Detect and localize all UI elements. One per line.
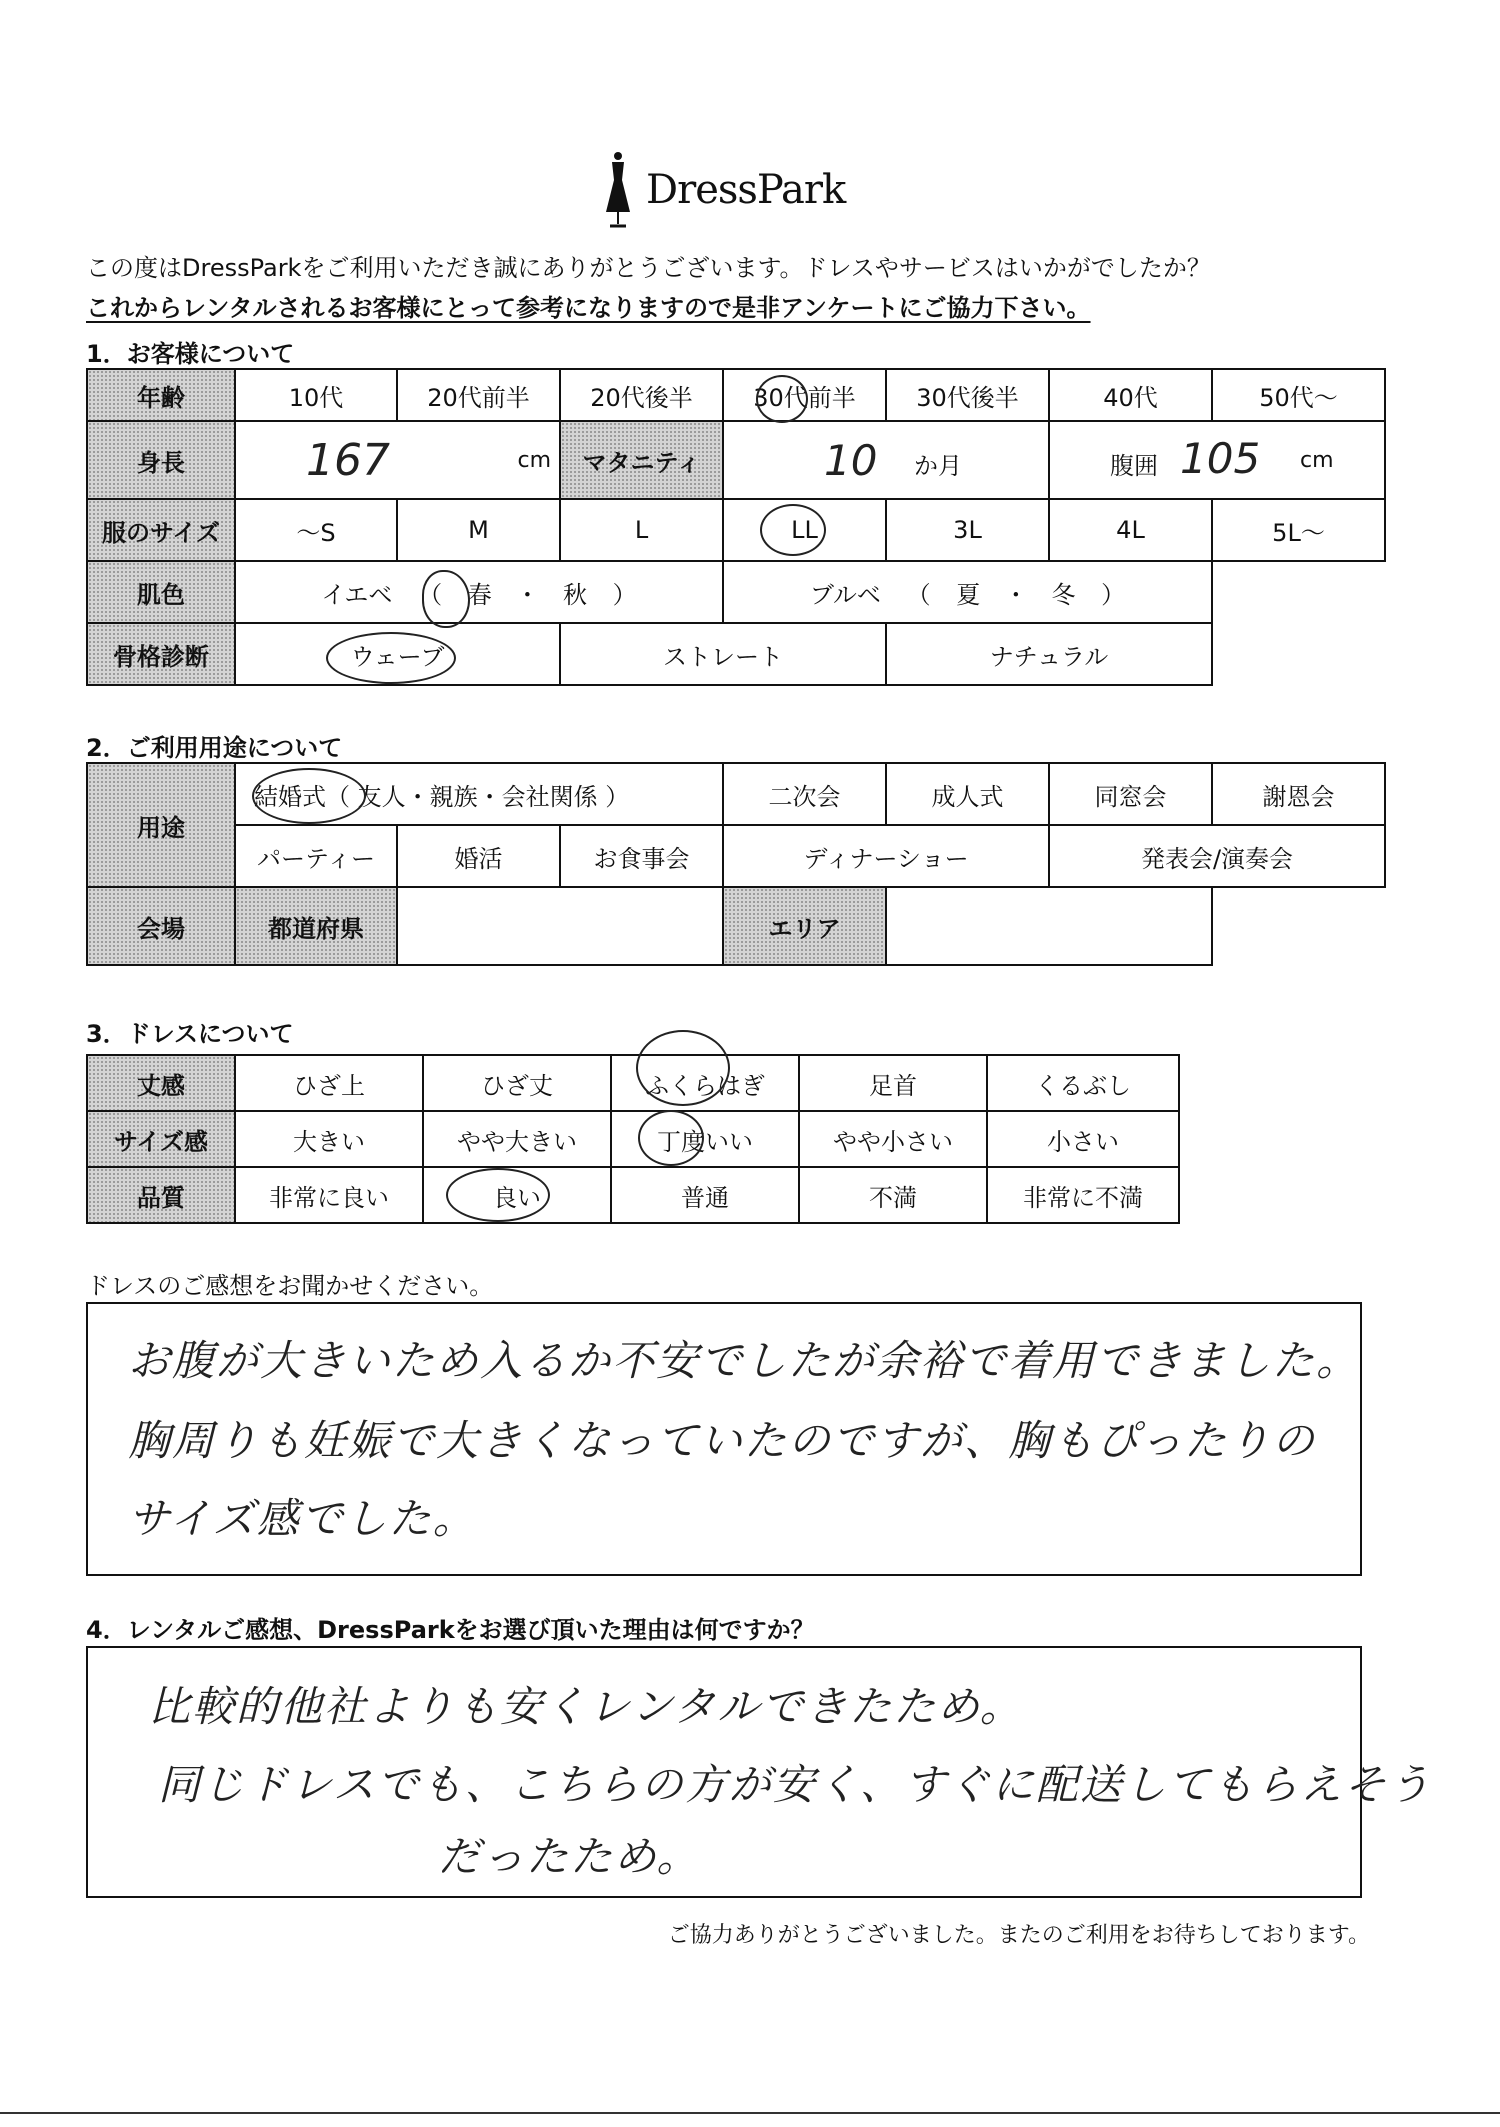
length-option[interactable]: ひざ丈 xyxy=(423,1055,611,1111)
skin-label: 肌色 xyxy=(87,561,235,623)
fit-option[interactable]: やや小さい xyxy=(799,1111,987,1167)
dress-comment-title: ドレスのご感想をお聞かせください。 xyxy=(86,1272,494,1300)
selection-circle xyxy=(636,1030,730,1106)
waist-field[interactable] xyxy=(1049,421,1385,499)
dress-comment-box[interactable] xyxy=(86,1302,1362,1576)
size-option[interactable]: M xyxy=(397,499,560,561)
selection-circle xyxy=(422,570,470,628)
section2-title: 2．ご利用用途について xyxy=(86,734,343,762)
age-label: 年齢 xyxy=(87,369,235,421)
quality-option[interactable]: 非常に不満 xyxy=(987,1167,1179,1223)
frame-option-selected[interactable]: ウェーブ xyxy=(235,623,560,685)
venue-row xyxy=(87,887,1385,965)
frame-row xyxy=(87,623,1385,685)
selection-circle xyxy=(446,1168,550,1222)
age-option[interactable]: 20代後半 xyxy=(560,369,723,421)
purpose-option[interactable]: 成人式 xyxy=(886,763,1049,825)
page-edge-line xyxy=(0,2112,1500,2114)
body-row xyxy=(87,421,1385,499)
skin-option-summer[interactable]: 夏 xyxy=(956,580,981,609)
dress-table xyxy=(86,1054,1180,1224)
comment-line: 胸周りも妊娠で大きくなっていたのですが、胸もぴったりの xyxy=(128,1416,1317,1465)
length-option[interactable]: くるぶし xyxy=(987,1055,1179,1111)
comment-line: だったため。 xyxy=(438,1832,701,1881)
comment-line: 比較的他社よりも安くレンタルできたため。 xyxy=(148,1682,1024,1731)
length-option[interactable]: ひざ上 xyxy=(235,1055,423,1111)
age-option[interactable]: 10代 xyxy=(235,369,397,421)
rental-comment-box[interactable] xyxy=(86,1646,1432,1898)
dress-icon xyxy=(600,150,636,230)
comment-line: サイズ感でした。 xyxy=(128,1494,477,1543)
skin-warm-label: イエベ xyxy=(321,580,393,609)
quality-label: 品質 xyxy=(87,1167,235,1223)
paren: （ xyxy=(418,580,443,609)
section3-title: 3．ドレスについて xyxy=(86,1020,294,1048)
height-value: 167 xyxy=(306,434,390,486)
intro-line-2: これからレンタルされるお客様にとって参考になりますので是非アンケートにご協力下さい。 xyxy=(86,294,1091,322)
blank-cell xyxy=(1212,561,1385,623)
prefecture-field[interactable] xyxy=(397,887,723,965)
maternity-field[interactable] xyxy=(723,421,1049,499)
height-field[interactable] xyxy=(235,421,560,499)
fit-row xyxy=(87,1111,1179,1167)
size-row xyxy=(87,499,1385,561)
quality-option[interactable]: 不満 xyxy=(799,1167,987,1223)
footer-text: ご協力ありがとうございました。またのご利用をお待ちしております。 xyxy=(667,1923,1370,1948)
blank-cell xyxy=(1212,623,1385,685)
comment-line: お腹が大きいため入るか不安でしたが余裕で着用できました。 xyxy=(128,1336,1361,1385)
maternity-value: 10 xyxy=(824,436,878,485)
skin-option-winter[interactable]: 冬 xyxy=(1051,580,1076,609)
intro-line-1: この度はDressParkをご利用いただき誠にありがとうございます。ドレスやサービスはいかがでしたか？ xyxy=(86,254,1211,282)
age-option[interactable]: 30代後半 xyxy=(886,369,1049,421)
length-label: 丈感 xyxy=(87,1055,235,1111)
fit-option[interactable]: 大きい xyxy=(235,1111,423,1167)
purpose-option[interactable]: 発表会/演奏会 xyxy=(1049,825,1385,887)
quality-option[interactable]: 非常に良い xyxy=(235,1167,423,1223)
quality-option[interactable]: 普通 xyxy=(611,1167,799,1223)
length-row xyxy=(87,1055,1179,1111)
size-option[interactable]: 5L～ xyxy=(1212,499,1385,561)
customer-table xyxy=(86,368,1386,686)
skin-option-spring[interactable]: 春 xyxy=(467,580,492,609)
maternity-label: マタニティ xyxy=(560,421,723,499)
purpose-wedding-label: 結婚式 xyxy=(254,782,326,811)
area-field[interactable] xyxy=(886,887,1212,965)
frame-label: 骨格診断 xyxy=(87,623,235,685)
age-row xyxy=(87,369,1385,421)
paren: （ xyxy=(906,580,931,609)
purpose-option[interactable]: パーティー xyxy=(235,825,397,887)
height-unit: cm xyxy=(517,448,551,473)
maternity-unit: か月 xyxy=(914,452,962,480)
section1-title: 1．お客様について xyxy=(86,340,295,368)
area-label: エリア xyxy=(723,887,886,965)
purpose-option[interactable]: お食事会 xyxy=(560,825,723,887)
frame-option[interactable]: ストレート xyxy=(560,623,886,685)
skin-cool-label: ブルベ xyxy=(809,580,881,609)
skin-row xyxy=(87,561,1385,623)
length-option-selected[interactable]: ふくらはぎ xyxy=(611,1055,799,1111)
size-option[interactable]: L xyxy=(560,499,723,561)
purpose-wedding-sub: （ 友人・親族・会社関係 ） xyxy=(326,782,630,811)
waist-value: 105 xyxy=(1180,434,1261,483)
size-option[interactable]: ～S xyxy=(235,499,397,561)
size-option[interactable]: 4L xyxy=(1049,499,1212,561)
fit-option[interactable]: 小さい xyxy=(987,1111,1179,1167)
purpose-option[interactable]: 謝恩会 xyxy=(1212,763,1385,825)
fit-option[interactable]: やや大きい xyxy=(423,1111,611,1167)
height-label: 身長 xyxy=(87,421,235,499)
venue-label: 会場 xyxy=(87,887,235,965)
selection-circle xyxy=(326,632,456,684)
section4-title: 4．レンタルご感想、DressParkをお選び頂いた理由は何ですか？ xyxy=(86,1616,815,1644)
fit-label: サイズ感 xyxy=(87,1111,235,1167)
age-option[interactable]: 50代～ xyxy=(1212,369,1385,421)
purpose-option[interactable]: 二次会 xyxy=(723,763,886,825)
quality-row xyxy=(87,1167,1179,1223)
fit-option-selected[interactable]: 丁度いい xyxy=(611,1111,799,1167)
size-option[interactable]: 3L xyxy=(886,499,1049,561)
comment-line: 同じドレスでも、こちらの方が安く、すぐに配送してもらえそう xyxy=(158,1760,1432,1809)
prefecture-label: 都道府県 xyxy=(235,887,397,965)
paren: ） xyxy=(612,580,637,609)
brand-name: DressPark xyxy=(646,167,846,213)
selection-circle xyxy=(756,375,808,423)
waist-label: 腹囲 xyxy=(1110,452,1158,480)
age-option[interactable]: 20代前半 xyxy=(397,369,560,421)
selection-circle xyxy=(252,768,366,824)
skin-cool[interactable] xyxy=(723,561,1212,623)
separator: ・ xyxy=(515,580,540,609)
quality-option-selected[interactable]: 良い xyxy=(423,1167,611,1223)
purpose-option[interactable]: ディナーショー xyxy=(723,825,1049,887)
selection-circle xyxy=(760,504,826,556)
selection-circle xyxy=(638,1110,704,1166)
age-option-selected[interactable]: 30代前半 xyxy=(723,369,886,421)
waist-unit: cm xyxy=(1300,448,1334,473)
brand-logo xyxy=(600,150,900,230)
size-option-selected[interactable]: LL xyxy=(723,499,886,561)
length-option[interactable]: 足首 xyxy=(799,1055,987,1111)
purpose-option[interactable]: 婚活 xyxy=(397,825,560,887)
size-label: 服のサイズ xyxy=(87,499,235,561)
purpose-label: 用途 xyxy=(87,763,235,887)
skin-option-autumn[interactable]: 秋 xyxy=(562,580,587,609)
frame-option[interactable]: ナチュラル xyxy=(886,623,1212,685)
paren: ） xyxy=(1101,580,1126,609)
separator: ・ xyxy=(1003,580,1028,609)
blank-cell xyxy=(1212,887,1385,965)
age-option[interactable]: 40代 xyxy=(1049,369,1212,421)
purpose-option[interactable]: 同窓会 xyxy=(1049,763,1212,825)
purpose-row-2 xyxy=(87,825,1385,887)
skin-warm[interactable] xyxy=(235,561,723,623)
